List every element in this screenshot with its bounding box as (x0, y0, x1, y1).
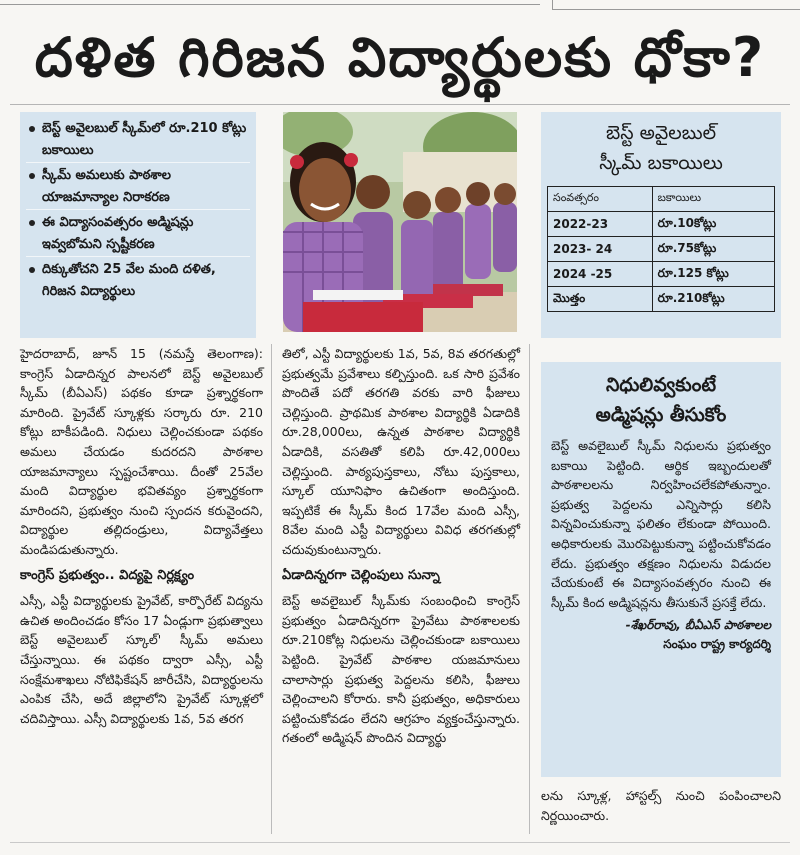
column-header-year: సంవత్సరం (548, 187, 653, 212)
highlight-item: బెస్ట్ అవైలబుల్ స్కీమ్‌లో రూ.210 కోట్లు బకాయిలు (26, 118, 250, 163)
bullet-icon (29, 173, 35, 179)
arrears-table-title: బెస్ట్ అవైలబుల్ (605, 122, 717, 144)
bullet-icon (29, 126, 35, 132)
bottom-rule (10, 842, 790, 843)
table-row (548, 262, 775, 287)
top-rule (0, 4, 540, 5)
quote-title: అడ్మిషన్లు తీసుకోం (595, 404, 727, 426)
year-cell: 2024 -25 (548, 262, 653, 287)
amount-cell: రూ.10కోట్లు (652, 212, 774, 237)
year-cell: 2022-23 (548, 212, 653, 237)
article-continuation: లను స్కూళ్ల, హాస్టల్స్ నుంచి పంపించాలని నిర్ణయించారు. (541, 788, 781, 823)
arrears-table-title: స్కీమ్ బకాయిలు (599, 152, 723, 174)
highlight-item: ఈ విద్యాసంవత్సరం అడ్మిషన్లు ఇవ్వబోమని స్పష్టీకరణ (26, 212, 250, 257)
highlight-item: దిక్కుతోచని 25 వేల మంది దళిత, గిరిజన విద్యార్థులు (26, 259, 250, 303)
article-paragraph: ఎస్సీ, ఎస్టీ విద్యార్థులకు ప్రైవేట్, కార్పొరేట్ విద్యను ఉచిత అందించడం కోసం 17 ఏండ్లుగా ప్రభుత్వాలు బెస్ట్ అవైలబుల్ స్కూల్' స్కీమ్ అమలు చేస్తున్నాయి. ఈ పథకం ద్వారా ఎస్సీ, ఎస్టీ సంక్షేమశాఖలు నోటిఫికేషన్ జారీచేసి, విద్యార్థులను ఎంపిక చేసి, అదే జిల్లాలోని ప్రైవేట్ స్కూళ్లలో చదివిస్తాయి. ఎస్సీ విద్యార్థులకు 1వ, 5వ తరగ (20, 593, 263, 726)
table-row (548, 212, 775, 237)
headline-rule (10, 104, 790, 105)
column-header-arrears: బకాయిలు (652, 187, 774, 212)
column-divider (271, 344, 272, 834)
article-paragraph: బెస్ట్ అవలైబుల్ స్కీమ్‌కు సంబంధించి కాంగ్రెస్ ప్రభుత్వం ఏడాదిన్నరగా ప్రైవేటు పాఠశాలలకు రూ.210కోట్ల నిధులను చెల్లించకుండా బకాయిలు పెట్టింది. ప్రైవేట్ పాఠశాల యజమానులు చాలాసార్లు ప్రభుత్వ పెద్దలను కలిసి, ఫీజులు చెల్లించాలని కోరారు. కానీ ప్రభుత్వం, అధికారులు పట్టించుకోవడం లేదని ఆగ్రహం వ్యక్తంచేస్తున్నారు. గతంలో అడ్మిషన్ పొందిన విద్యార్థు (282, 593, 520, 746)
quote-title: నిధులివ్వకుంటే (605, 374, 717, 396)
students-photo (283, 112, 517, 332)
article-subheading: కాంగ్రెస్ ప్రభుత్వం.. విద్యపై నిర్లక్ష్యం (20, 567, 195, 583)
table-row (548, 237, 775, 262)
highlights-box (20, 112, 256, 338)
year-cell: 2023- 24 (548, 237, 653, 262)
table-header-row (548, 187, 775, 212)
top-corner-box (552, 0, 800, 10)
top-rule-bar (0, 0, 800, 10)
arrears-table-box (541, 112, 781, 338)
total-cell: మొత్తం (548, 287, 653, 312)
article-column-2 (282, 344, 520, 748)
highlight-item: స్కీమ్ అమలుకు పాఠశాల యాజమాన్యాల నిరాకరణ (26, 165, 250, 210)
bullet-icon (29, 220, 35, 226)
headline: దళిత గిరిజన విద్యార్థులకు ధోకా? (34, 26, 766, 89)
quote-text: బెస్ట్ అవలైబుల్ స్కీమ్ నిధులను ప్రభుత్వం బకాయి పెట్టింది. ఆర్థిక ఇబ్బందులతో పాఠశాలలను నిర్వహించలేకపోతున్నాం. ప్రభుత్వ పెద్దలను ఎన్నిసార్లు కలిసి విన్నవించుకున్నా ఫలితం లేకుండా పోయింది. అధికారులకు మొరపెట్టుకున్నా పట్టించుకోవడం లేదు. ప్రభుత్వం తక్షణం నిధులను విడుదల చేయకుంటే ఈ విద్యాసంవత్సరం నుంచి ఈ స్కీమ్ కింద అడ్మిషన్లను తీసుకునే ప్రసక్తే లేదు. (551, 438, 771, 610)
article-paragraph: తిలో, ఎస్టీ విద్యార్థులకు 1వ, 5వ, 8వ తరగతుల్లో ప్రభుత్వమే ప్రవేశాలు కల్పిస్తుంది. ఒక సారి ప్రవేశం పొందితే పదో తరగతి వరకు వారి ఫీజులు చెల్లిస్తుంది. ప్రాథమిక పాఠశాల విద్యార్థికి ఏడాదికి రూ.28,000లు, ఉన్నత పాఠశాల విద్యార్థికి ఏడాదికి, వసతితో కలిపి రూ.42,000లు చెల్లిస్తుంది. పాఠ్యపుస్తకాలు, నోటు పుస్తకాలు, స్కూల్ యూనిఫాం ఉచితంగా అందిస్తుంది. ఇప్పటికే ఈ స్కీమ్ కింద 17వేల మంది ఎస్సీ, 8వేల మంది ఎస్టీ విద్యార్థులు వివిధ తరగతుల్లో చదువుకుంటున్నారు. (282, 346, 520, 557)
article-paragraph: హైదరాబాద్, జూన్ 15 (నమస్తే తెలంగాణ): కాంగ్రెస్ ఏడాదిన్నర పాలనలో బెస్ట్ అవైలబుల్ స్కీమ్ (బీఏఎస్) పథకం కూడా ప్రశ్నార్థకంగా మారింది. ప్రైవేట్ స్కూళ్లకు సర్కారు రూ. 210 కోట్లు బాకీపడింది. నిధులు చెల్లించకుండా పథకం అమలు చేయడం కుదరదని పాఠశాల యాజమాన్యాలు స్పష్టంచేశాయి. దీంతో 25వేల మంది విద్యార్థుల భవితవ్యం ప్రశ్నార్థకంగా మారిందని, ప్రభుత్వం నుంచి స్పందన కరువైందని, విద్యార్థుల తల్లిదండ్రులు, విద్యావేత్తలు మండిపడుతున్నారు. (20, 346, 263, 557)
arrears-table (547, 186, 775, 312)
article-column-1 (20, 344, 263, 728)
total-amount-cell: రూ.210కోట్లు (652, 287, 774, 312)
table-row (548, 287, 775, 312)
article-subheading: ఏడాదిన్నరగా చెల్లింపులు సున్నా (282, 567, 440, 583)
bullet-icon (29, 267, 35, 273)
students-photo-illustration (283, 112, 517, 332)
amount-cell: రూ.75కోట్లు (652, 237, 774, 262)
amount-cell: రూ.125 కోట్లు (652, 262, 774, 287)
column-divider (529, 344, 530, 834)
quote-box (541, 362, 781, 777)
quote-signature: -శేఖర్‌రావు, బీఏఎస్ పాఠశాలల (625, 618, 771, 633)
quote-signature-role: సంఘం రాష్ట్ర కార్యదర్శి (663, 637, 771, 652)
